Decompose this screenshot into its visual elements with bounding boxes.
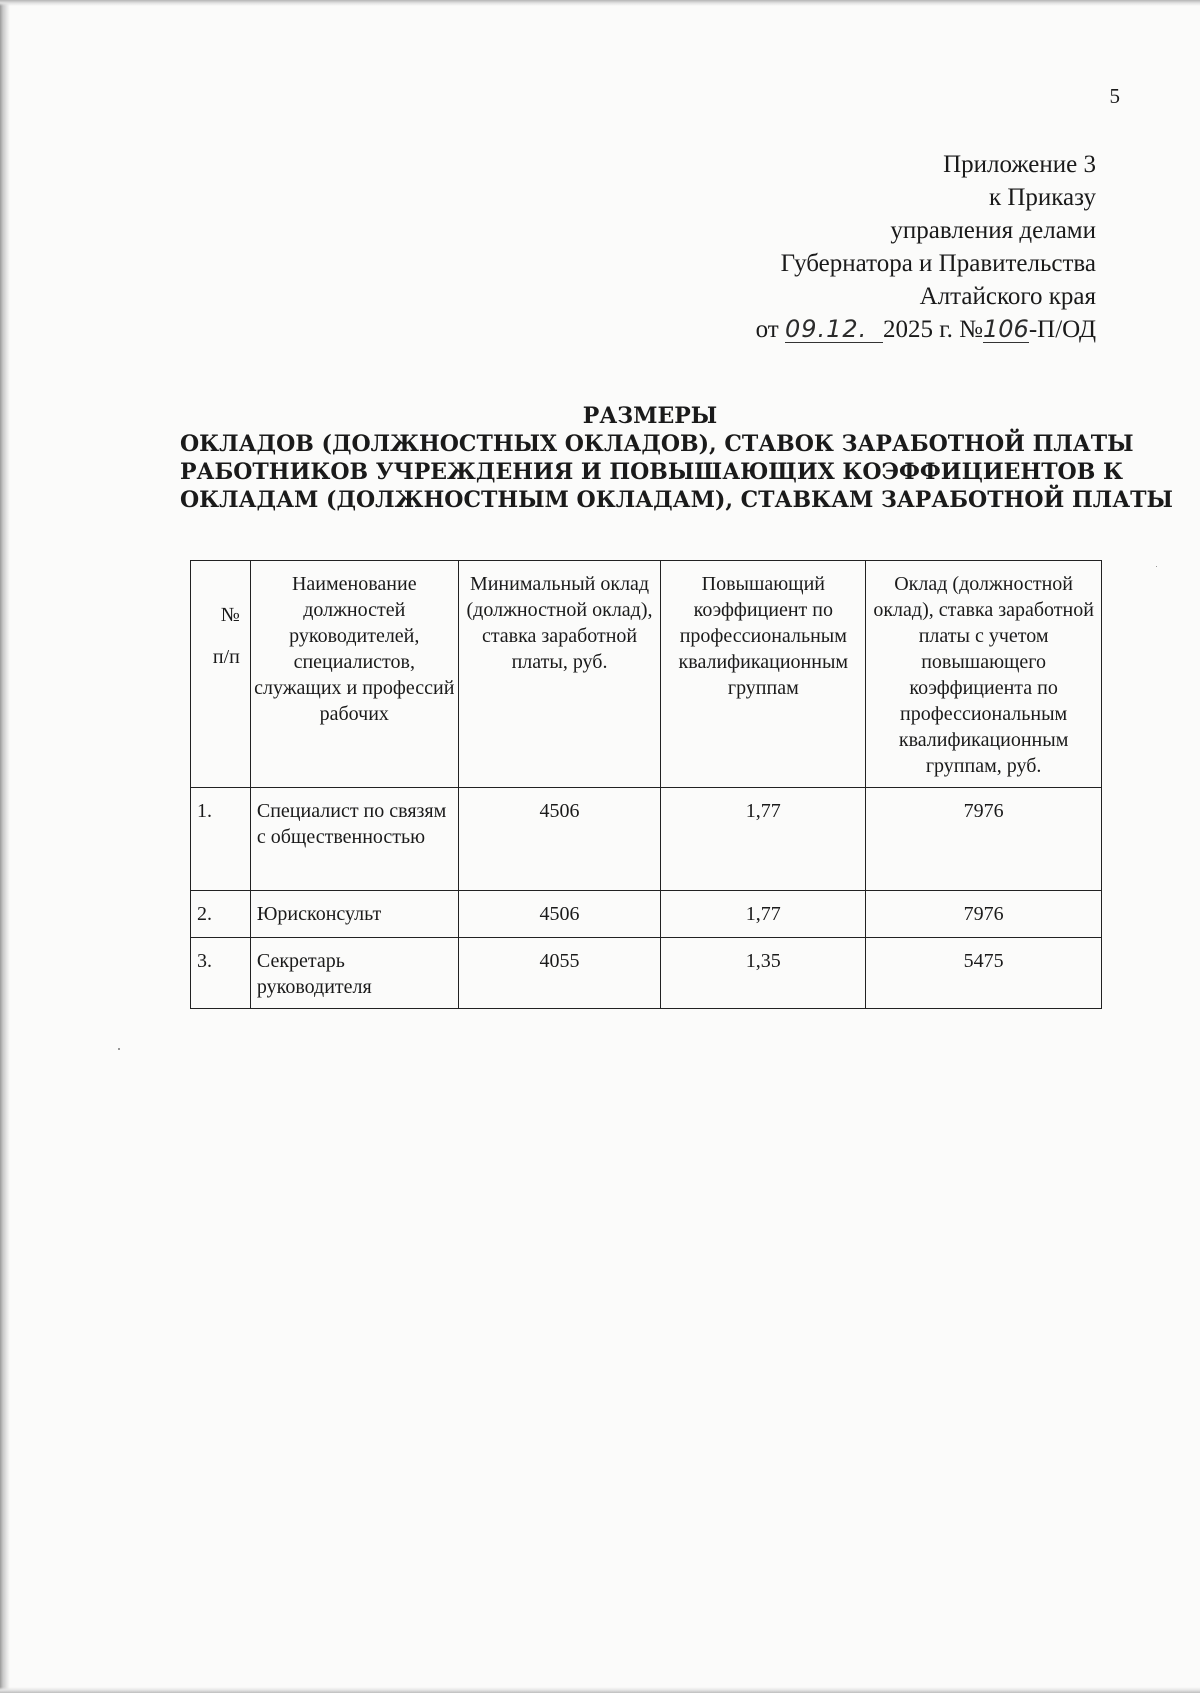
row-min-salary: 4506	[458, 788, 661, 891]
row-total-salary: 7976	[866, 788, 1102, 891]
header-min-salary: Минимальный оклад (должностной оклад), ставка заработной платы, руб.	[458, 561, 661, 788]
year-text: 2025 г. №	[882, 316, 983, 343]
date-prefix: от	[755, 316, 779, 343]
row-min-salary: 4506	[458, 891, 661, 938]
header-num-label: п/п	[212, 646, 240, 668]
row-total-salary: 5475	[866, 938, 1102, 1009]
table-row	[191, 891, 1102, 938]
appendix-line-5: Алтайского края	[919, 283, 1096, 310]
header-position-name: Наименование должностей руководителей, специалистов, служащих и профессий рабочих	[250, 561, 458, 788]
appendix-date-line	[600, 313, 1096, 346]
scan-speck	[118, 1048, 120, 1050]
appendix-header	[600, 148, 1096, 346]
title-line-1: РАЗМЕРЫ	[582, 403, 718, 429]
title-line-2: ОКЛАДОВ (ДОЛЖНОСТНЫХ ОКЛАДОВ), СТАВОК ЗАРАБОТНОЙ ПЛАТЫ	[180, 431, 1134, 457]
handwritten-date: 09.12.	[785, 316, 883, 343]
appendix-line-1: Приложение 3	[943, 151, 1096, 178]
row-position: Юрисконсульт	[250, 891, 458, 938]
title-line-3: РАБОТНИКОВ УЧРЕЖДЕНИЯ И ПОВЫШАЮЩИХ КОЭФФИЦИЕНТОВ К	[180, 459, 1123, 485]
scan-edge-left	[0, 0, 10, 1693]
handwritten-order-number: 106	[983, 315, 1029, 343]
appendix-line-4: Губернатора и Правительства	[780, 250, 1096, 277]
row-min-salary: 4055	[458, 938, 661, 1009]
title-line-4: ОКЛАДАМ (ДОЛЖНОСТНЫМ ОКЛАДАМ), СТАВКАМ ЗАРАБОТНОЙ ПЛАТЫ	[180, 487, 1173, 513]
table-row	[191, 938, 1102, 1009]
row-position: Секретарь руководителя	[250, 938, 458, 1009]
header-num-symbol: №	[220, 604, 240, 626]
scan-edge-top	[0, 0, 1200, 6]
row-position: Специалист по связям с общественностью	[250, 788, 458, 891]
row-coefficient: 1,77	[661, 788, 866, 891]
row-total-salary: 7976	[866, 891, 1102, 938]
document-title	[180, 402, 1173, 514]
row-coefficient: 1,35	[661, 938, 866, 1009]
header-num	[191, 561, 251, 788]
appendix-line-3: управления делами	[890, 217, 1096, 244]
appendix-line-2: к Приказу	[988, 184, 1096, 211]
table-row	[191, 788, 1102, 891]
header-total-salary: Оклад (должностной оклад), ставка заработной платы с учетом повышающего коэффициента по профессиональным квалификационным группам, руб.	[866, 561, 1102, 788]
row-num: 2.	[191, 891, 251, 938]
row-num: 1.	[191, 788, 251, 891]
order-number-suffix: -П/ОД	[1028, 316, 1096, 343]
scan-speck	[1156, 566, 1157, 567]
row-num: 3.	[191, 938, 251, 1009]
row-coefficient: 1,77	[661, 891, 866, 938]
page-number: 5	[1109, 84, 1120, 108]
table-header-row	[191, 561, 1102, 788]
salary-table	[190, 560, 1102, 1009]
scan-edge-bottom	[0, 1687, 1200, 1693]
header-coefficient: Повышающий коэффициент по профессиональным квалификационным группам	[661, 561, 866, 788]
